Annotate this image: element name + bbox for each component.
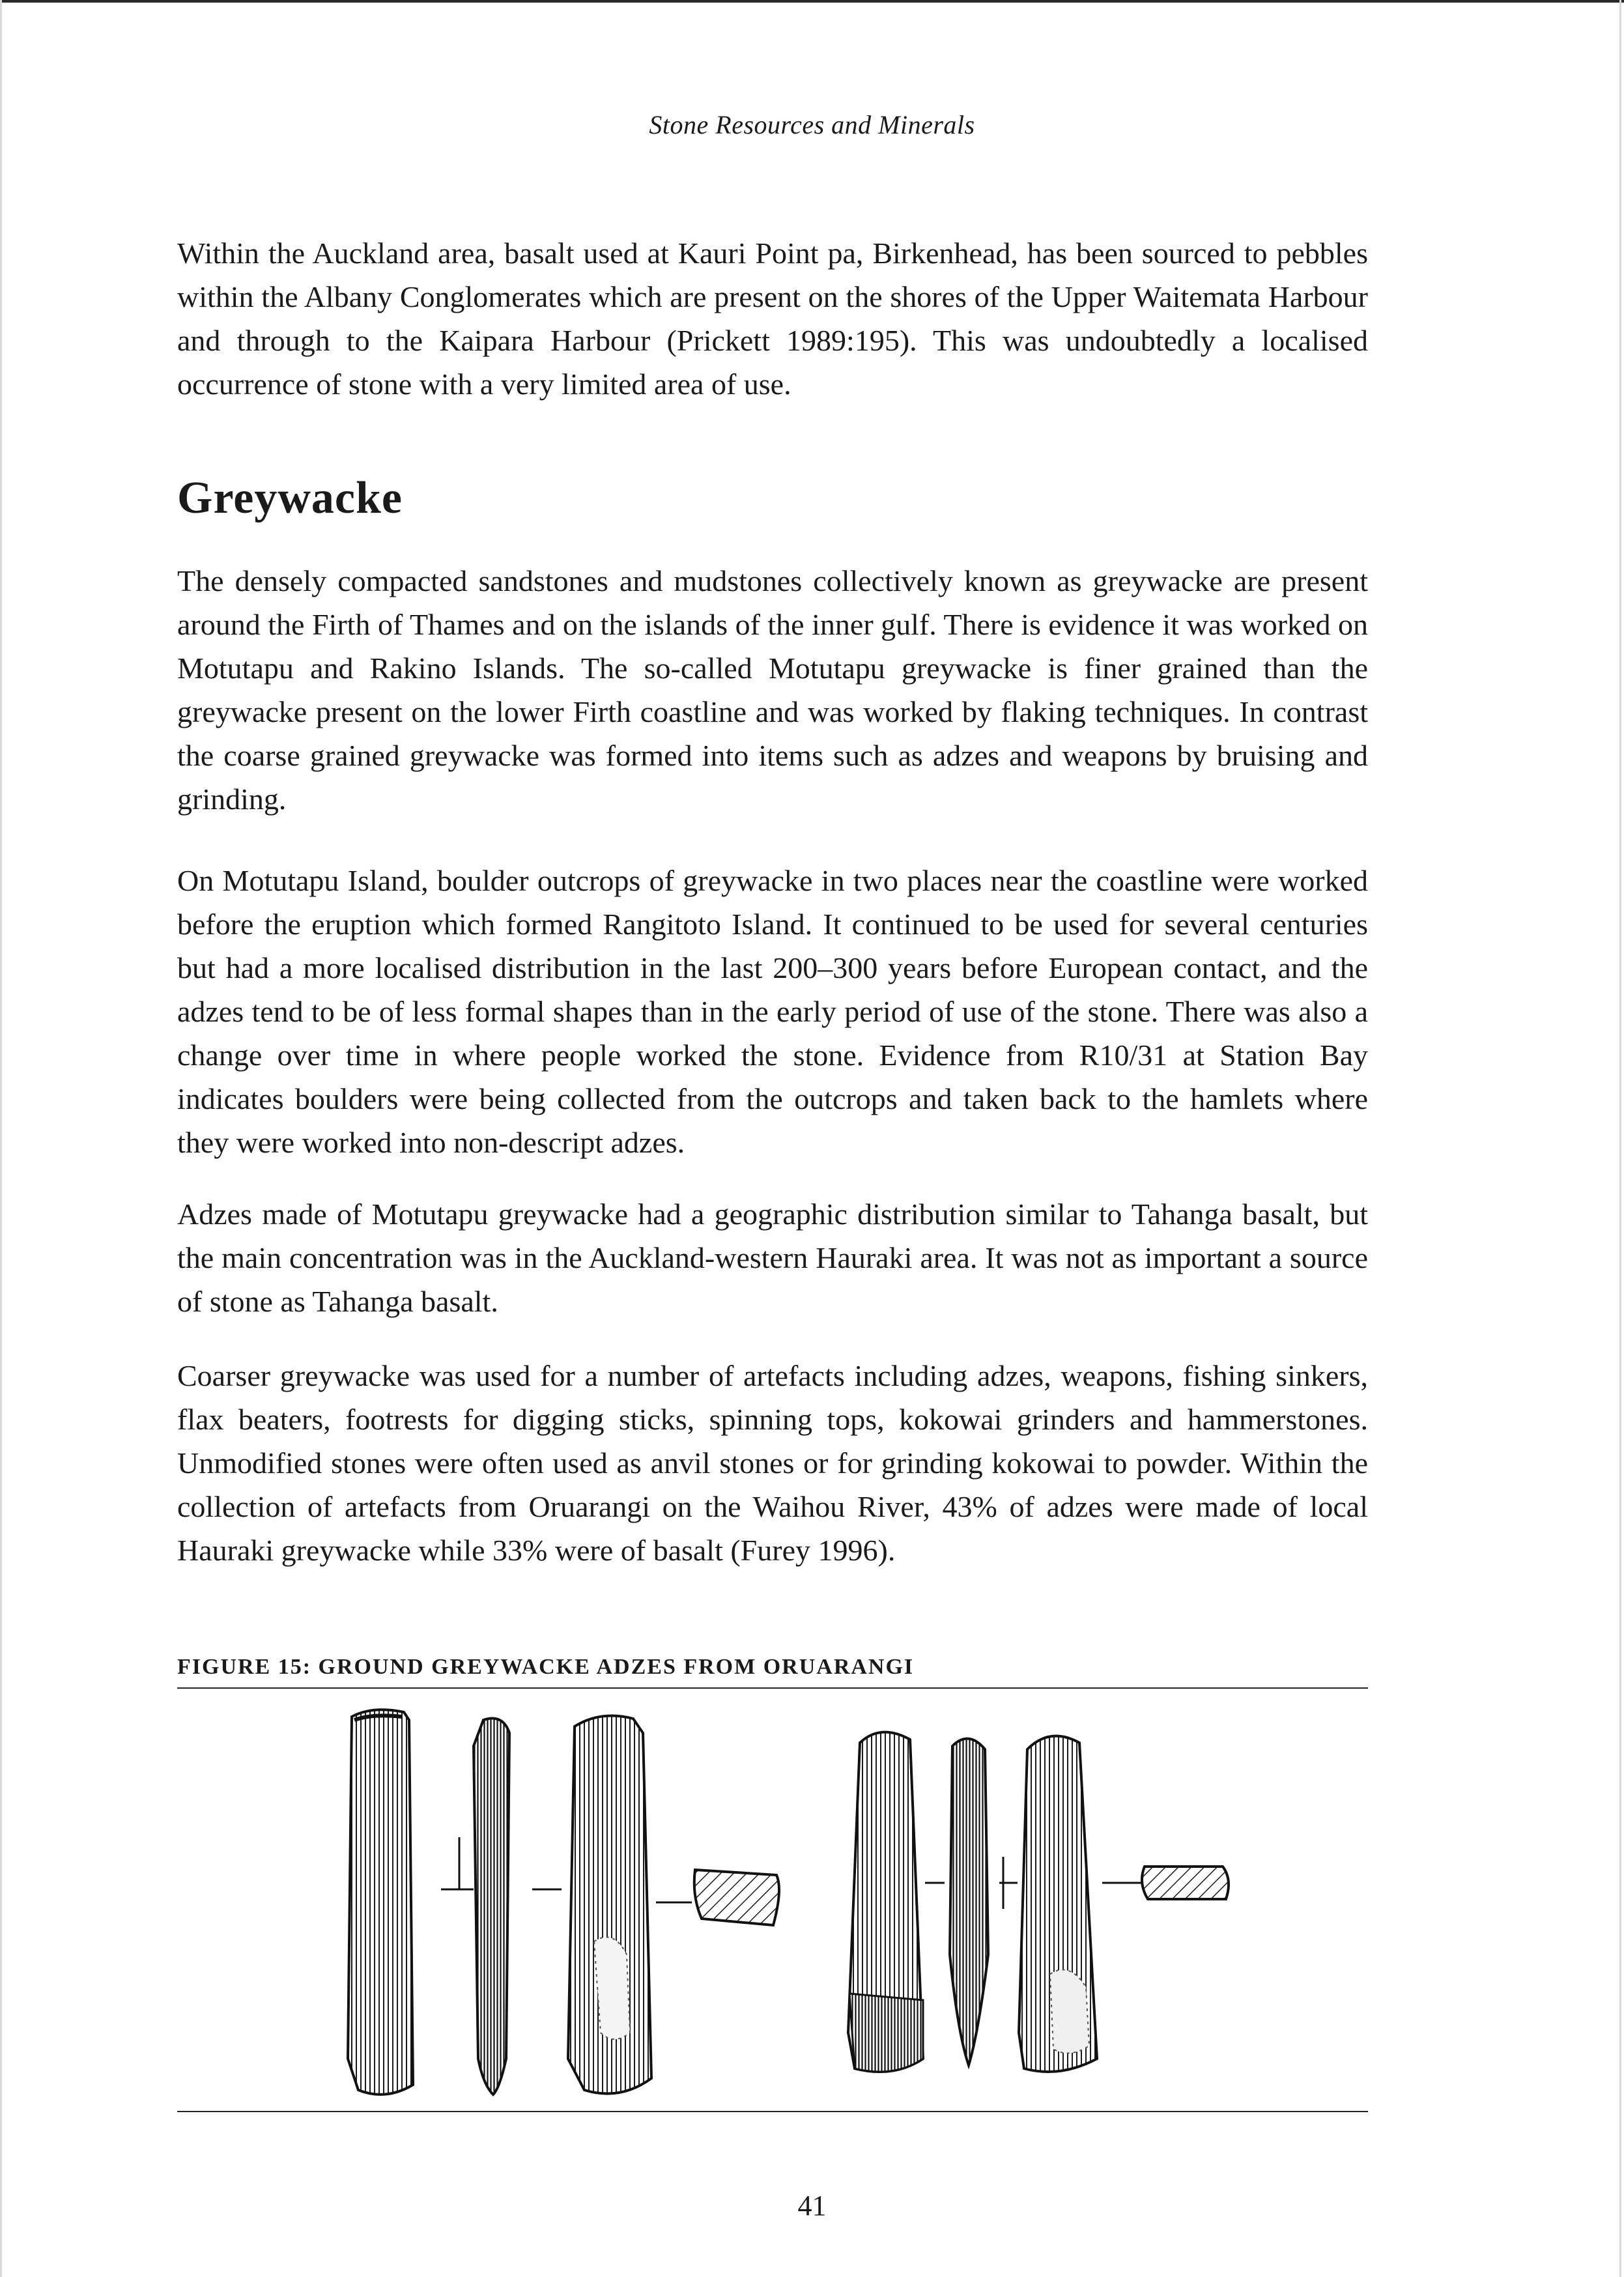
adze-short-side-view (950, 1739, 988, 2065)
figure-top-rule (177, 1687, 1368, 1689)
paragraph-distribution: Adzes made of Motutapu greywacke had a geographic distribution similar to Tahanga basalt, but the main concentration was in the Auckland-western Hauraki area. It was not as important a source of stone as Tahanga basalt. (177, 1197, 1368, 1318)
adze-long-front-view (348, 1710, 413, 2095)
adze-drawings (177, 1694, 1368, 2104)
paragraph-coarser-greywacke: Coarser greywacke was used for a number of artefacts including adzes, weapons, fishing sinkers, flax beaters, footrests for digging sticks, spinning tops, kokowai grinders and hammerstones. Unmodified stones were often used as anvil stones or for grinding kokowai to powder. Within the collection of artefacts from Oruarangi on the Waihou River, 43% of adzes were made of local Hauraki greywacke while 33% were of basalt (Furey 1996). (177, 1359, 1368, 1567)
adze-long-cross-section (694, 1870, 779, 1925)
adze-short-back-view (1019, 1736, 1097, 2072)
adze-long-back-view (568, 1716, 651, 2094)
paragraph-motutapu-island: On Motutapu Island, boulder outcrops of greywacke in two places near the coastline were worked before the eruption which formed Rangitoto Island. It continued to be used for several centuries but had a more localised distribution in the last 200–300 years before European contact, and the adzes tend to be of less formal shapes than in the early period of use of the stone. There was also a change over time in where people worked the stone. Evidence from R10/31 at Station Bay indicates boulders were being collected from the outcrops and taken back to the hamlets where they were worked into non-descript adzes. (177, 864, 1368, 1159)
figure-caption: FIGURE 15: GROUND GREYWACKE ADZES FROM ORUARANGI (177, 1655, 915, 1679)
section-heading: Greywacke (177, 473, 403, 523)
paragraph-greywacke-intro: The densely compacted sandstones and mudstones collectively known as greywacke are present around the Firth of Thames and on the islands of the inner gulf. There is evidence it was worked on Motutapu and Rakino Islands. The so-called Motutapu greywacke is finer grained than the greywacke present on the lower Firth coastline and was worked by flaking techniques. In contrast the coarse grained greywacke was formed into items such as adzes and weapons by bruising and grinding. (177, 564, 1368, 816)
page-number: 41 (797, 2190, 827, 2222)
adze-short-cross-section (1142, 1867, 1229, 1899)
adze-long-side-view (474, 1719, 509, 2095)
scan-edge-left (0, 0, 2, 2277)
adze-short-front-view (848, 1732, 923, 2072)
figure-bottom-rule (177, 2111, 1368, 2112)
running-head: Stone Resources and Minerals (649, 110, 975, 139)
paragraph-auckland-basalt: Within the Auckland area, basalt used at Kauri Point pa, Birkenhead, has been sourced to pebbles within the Albany Conglomerates which are present on the shores of the Upper Waitemata Harbour and through to the Kaipara Harbour (Prickett 1989:195). This was undoubtedly a localised occurrence of stone with a very limited area of use. (177, 236, 1368, 401)
scan-edge-right (1619, 0, 1621, 2277)
scan-edge-top (0, 0, 1624, 3)
